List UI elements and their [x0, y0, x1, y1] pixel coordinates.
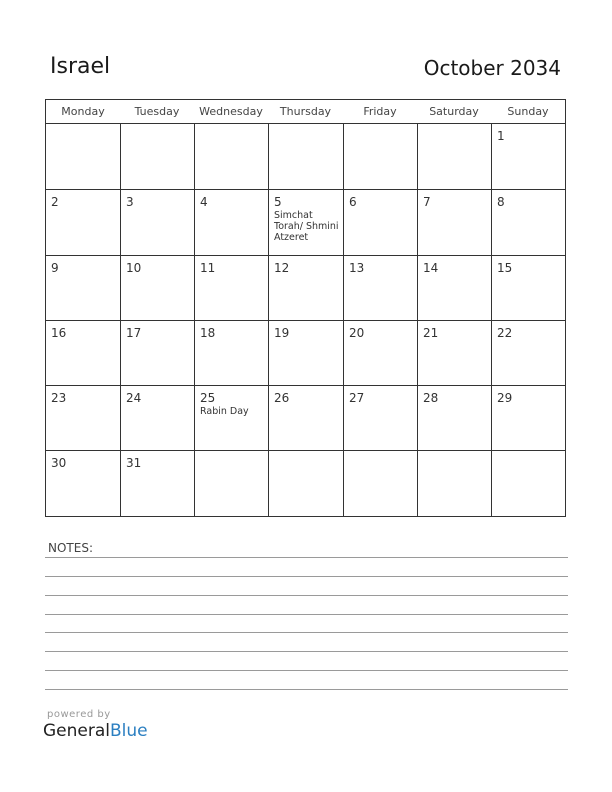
day-cell	[417, 124, 491, 189]
notes-line	[45, 670, 568, 671]
day-number: 5	[274, 195, 282, 209]
day-cell	[120, 124, 194, 189]
day-number: 8	[497, 195, 505, 209]
day-number: 14	[423, 261, 439, 275]
day-cell	[194, 124, 268, 189]
notes-line	[45, 689, 568, 690]
holiday-label: Simchat Torah/ Shmini Atzeret	[274, 210, 339, 243]
day-cell	[268, 124, 343, 189]
day-cell	[120, 450, 194, 516]
weekday-header: Wednesday	[194, 100, 268, 124]
day-number: 1	[497, 129, 505, 143]
notes-line	[45, 595, 568, 596]
day-cell	[268, 450, 343, 516]
day-number: 30	[51, 456, 67, 470]
notes-line	[45, 576, 568, 577]
day-number: 22	[497, 326, 513, 340]
day-number: 2	[51, 195, 59, 209]
weekday-header: Friday	[343, 100, 417, 124]
weekday-header: Tuesday	[120, 100, 194, 124]
holiday-label: Rabin Day	[200, 406, 249, 417]
day-number: 21	[423, 326, 439, 340]
day-cell	[343, 255, 417, 320]
day-number: 20	[349, 326, 365, 340]
day-cell	[194, 450, 268, 516]
weekday-header: Sunday	[491, 100, 565, 124]
day-number: 25	[200, 391, 216, 405]
country-title: Israel	[50, 54, 111, 79]
day-number: 24	[126, 391, 142, 405]
day-number: 11	[200, 261, 216, 275]
notes-line	[45, 651, 568, 652]
notes-line	[45, 557, 568, 558]
day-cell	[194, 189, 268, 255]
day-cell	[120, 255, 194, 320]
powered-by-text: powered by	[47, 709, 111, 720]
day-cell	[268, 189, 343, 255]
day-cell	[417, 189, 491, 255]
day-number: 19	[274, 326, 290, 340]
day-cell	[46, 124, 120, 189]
day-cell	[268, 255, 343, 320]
day-number: 27	[349, 391, 365, 405]
day-cell	[120, 385, 194, 450]
day-number: 10	[126, 261, 142, 275]
calendar-grid	[45, 99, 566, 517]
day-cell	[491, 320, 565, 385]
day-number: 3	[126, 195, 134, 209]
day-cell	[120, 189, 194, 255]
day-cell	[491, 385, 565, 450]
day-number: 31	[126, 456, 142, 470]
day-number: 26	[274, 391, 290, 405]
day-cell	[46, 320, 120, 385]
weekday-header: Saturday	[417, 100, 491, 124]
day-number: 15	[497, 261, 513, 275]
weekday-header: Monday	[46, 100, 120, 124]
day-number: 16	[51, 326, 67, 340]
day-cell	[417, 450, 491, 516]
day-cell	[343, 450, 417, 516]
day-number: 23	[51, 391, 67, 405]
brand-blue: Blue	[110, 721, 148, 741]
day-cell	[417, 255, 491, 320]
day-cell	[120, 320, 194, 385]
day-cell	[268, 385, 343, 450]
day-cell	[491, 124, 565, 189]
month-year-title: October 2034	[423, 56, 561, 80]
day-number: 12	[274, 261, 290, 275]
day-cell	[343, 124, 417, 189]
day-number: 9	[51, 261, 59, 275]
day-cell	[417, 385, 491, 450]
day-number: 7	[423, 195, 431, 209]
day-number: 28	[423, 391, 439, 405]
weekday-header: Thursday	[268, 100, 343, 124]
day-number: 4	[200, 195, 208, 209]
day-cell	[491, 189, 565, 255]
notes-line	[45, 632, 568, 633]
notes-line	[45, 614, 568, 615]
day-cell	[46, 450, 120, 516]
day-cell	[194, 320, 268, 385]
brand-general: General	[43, 721, 110, 741]
notes-label: NOTES:	[48, 541, 93, 555]
day-cell	[46, 255, 120, 320]
day-cell	[491, 450, 565, 516]
day-cell	[343, 189, 417, 255]
day-number: 29	[497, 391, 513, 405]
day-cell	[194, 385, 268, 450]
day-cell	[343, 320, 417, 385]
generalblue-logo	[43, 721, 148, 741]
day-number: 17	[126, 326, 142, 340]
day-number: 13	[349, 261, 365, 275]
day-cell	[46, 189, 120, 255]
day-cell	[491, 255, 565, 320]
day-cell	[343, 385, 417, 450]
day-cell	[268, 320, 343, 385]
day-number: 6	[349, 195, 357, 209]
day-number: 18	[200, 326, 216, 340]
day-cell	[46, 385, 120, 450]
day-cell	[194, 255, 268, 320]
day-cell	[417, 320, 491, 385]
